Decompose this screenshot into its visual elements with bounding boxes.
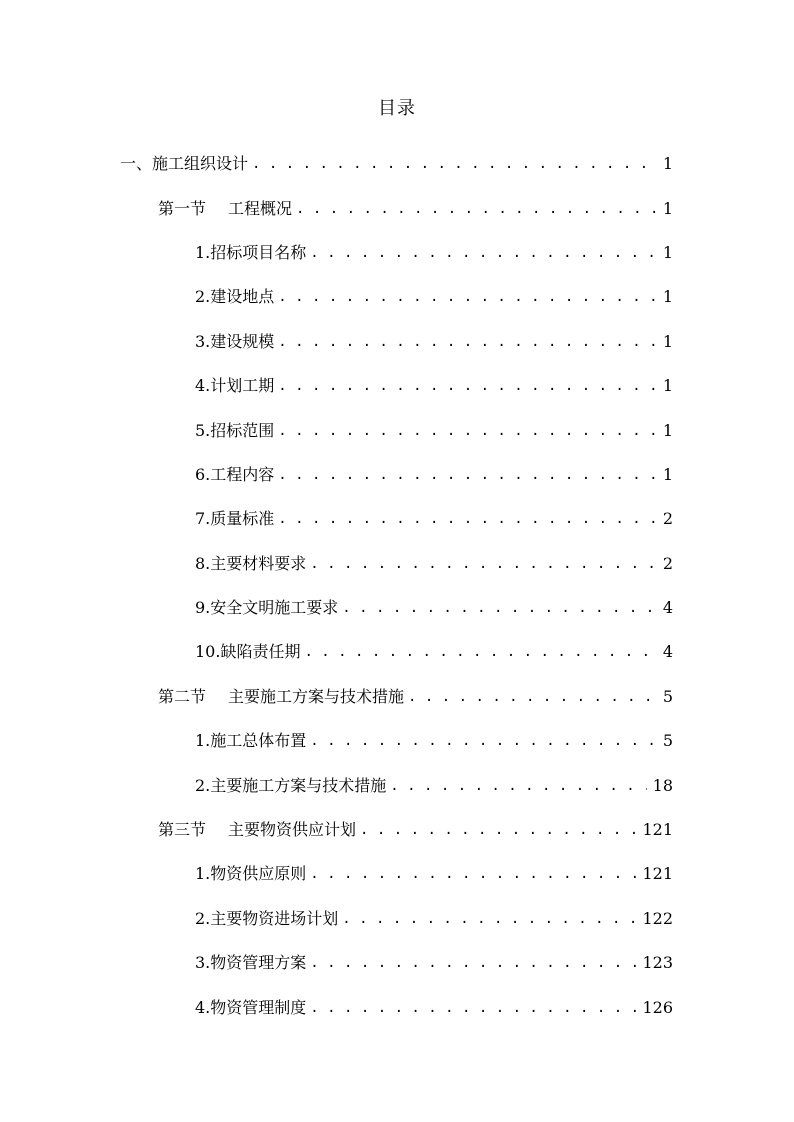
toc-entry-prefix: 第一节 (158, 198, 207, 218)
toc-entry-prefix: 9.安全文明施工要求 (195, 598, 339, 618)
toc-entry-heading: 主要物资供应计划 (228, 820, 357, 840)
toc-entry-prefix: 2.建设地点 (195, 287, 275, 307)
toc-entry-prefix: 1.物资供应原则 (195, 864, 307, 884)
toc-entry-prefix: 3.物资管理方案 (195, 953, 307, 973)
toc-entry-prefix: 4.计划工期 (195, 376, 275, 396)
toc-entry-label (158, 197, 292, 221)
toc-entry[interactable] (0, 675, 794, 719)
toc-entry-prefix: 7.质量标准 (195, 509, 275, 529)
toc-entry-label (120, 152, 248, 176)
toc-page-number: 5 (662, 686, 673, 706)
toc-entry-label (195, 907, 338, 931)
toc-entry-heading: 工程概况 (228, 198, 293, 218)
toc-dot-leader (252, 152, 657, 176)
toc-dot-leader (342, 907, 636, 931)
toc-dot-leader (278, 419, 657, 443)
toc-page-number: 1 (662, 464, 673, 484)
toc-entry-prefix: 10.缺陷责任期 (195, 642, 301, 662)
toc-entry[interactable] (0, 941, 794, 985)
toc-entry[interactable] (0, 852, 794, 896)
toc-entry-label (195, 285, 274, 309)
toc-entry-prefix: 2.主要物资进场计划 (195, 908, 339, 928)
toc-dot-leader (310, 552, 657, 576)
toc-entry-label (195, 463, 274, 487)
toc-list (0, 142, 794, 1030)
toc-page-number: 2 (662, 553, 673, 573)
toc-dot-leader (304, 640, 656, 664)
toc-page-number: 122 (642, 908, 673, 928)
toc-entry[interactable] (0, 408, 794, 452)
toc-entry-label (158, 818, 356, 842)
toc-entry[interactable] (0, 897, 794, 941)
toc-entry-prefix: 1.招标项目名称 (195, 242, 307, 262)
toc-entry[interactable] (0, 231, 794, 275)
toc-entry-label (195, 419, 274, 443)
toc-dot-leader (360, 818, 636, 842)
toc-entry[interactable] (0, 275, 794, 319)
toc-entry-prefix: 3.建设规模 (195, 331, 275, 351)
toc-entry-prefix: 4.物资管理制度 (195, 997, 307, 1017)
toc-entry-label (195, 241, 306, 265)
toc-entry-label (195, 374, 274, 398)
toc-page-number: 1 (662, 376, 673, 396)
toc-page-number: 1 (662, 287, 673, 307)
toc-dot-leader (408, 685, 657, 709)
toc-dot-leader (342, 596, 657, 620)
toc-page-number: 123 (642, 953, 673, 973)
toc-dot-leader (310, 862, 636, 886)
toc-page-number: 1 (662, 154, 673, 174)
toc-page-number: 1 (662, 198, 673, 218)
toc-entry-label (195, 951, 306, 975)
toc-dot-leader (278, 507, 657, 531)
toc-page-number: 1 (662, 420, 673, 440)
toc-page-number: 18 (652, 775, 673, 795)
toc-dot-leader (310, 996, 636, 1020)
toc-entry[interactable] (0, 142, 794, 186)
toc-entry-prefix: 6.工程内容 (195, 464, 275, 484)
toc-entry-label (195, 996, 306, 1020)
toc-entry[interactable] (0, 453, 794, 497)
toc-title: 目录 (378, 98, 416, 119)
toc-dot-leader (278, 285, 657, 309)
toc-entry[interactable] (0, 497, 794, 541)
toc-dot-leader (296, 197, 657, 221)
toc-dot-leader (390, 774, 646, 798)
toc-entry-label (195, 596, 338, 620)
toc-entry-label (195, 640, 300, 664)
toc-page-number: 4 (662, 642, 673, 662)
toc-dot-leader (310, 951, 636, 975)
toc-entry-label (195, 729, 306, 753)
toc-page-number: 4 (662, 598, 673, 618)
toc-entry[interactable] (0, 320, 794, 364)
toc-entry[interactable] (0, 186, 794, 230)
toc-page-number: 126 (642, 997, 673, 1017)
toc-entry-label (195, 552, 306, 576)
toc-entry[interactable] (0, 985, 794, 1029)
toc-page-number: 121 (642, 820, 673, 840)
toc-entry[interactable] (0, 719, 794, 763)
toc-entry-prefix: 1.施工总体布置 (195, 731, 307, 751)
toc-entry-label (195, 330, 274, 354)
toc-entry-prefix: 第二节 (158, 686, 207, 706)
toc-page-number: 5 (662, 731, 673, 751)
toc-dot-leader (310, 241, 657, 265)
toc-entry-label (158, 685, 404, 709)
toc-entry-prefix: 2.主要施工方案与技术措施 (195, 775, 387, 795)
toc-dot-leader (310, 729, 657, 753)
toc-dot-leader (278, 330, 657, 354)
toc-dot-leader (278, 374, 657, 398)
toc-page-number: 1 (662, 331, 673, 351)
toc-dot-leader (278, 463, 657, 487)
toc-entry[interactable] (0, 586, 794, 630)
toc-page-number: 1 (662, 242, 673, 262)
toc-entry-prefix: 一、施工组织设计 (120, 154, 249, 174)
toc-entry[interactable] (0, 763, 794, 807)
toc-entry[interactable] (0, 630, 794, 674)
toc-entry-prefix: 8.主要材料要求 (195, 553, 307, 573)
toc-entry-label (195, 507, 274, 531)
toc-entry-label (195, 774, 386, 798)
toc-page-number: 121 (642, 864, 673, 884)
toc-entry[interactable] (0, 542, 794, 586)
toc-entry-prefix: 第三节 (158, 820, 207, 840)
toc-entry-label (195, 862, 306, 886)
toc-page-number: 2 (662, 509, 673, 529)
toc-entry-prefix: 5.招标范围 (195, 420, 275, 440)
toc-entry-heading: 主要施工方案与技术措施 (228, 686, 405, 706)
toc-entry[interactable] (0, 808, 794, 852)
toc-entry[interactable] (0, 364, 794, 408)
